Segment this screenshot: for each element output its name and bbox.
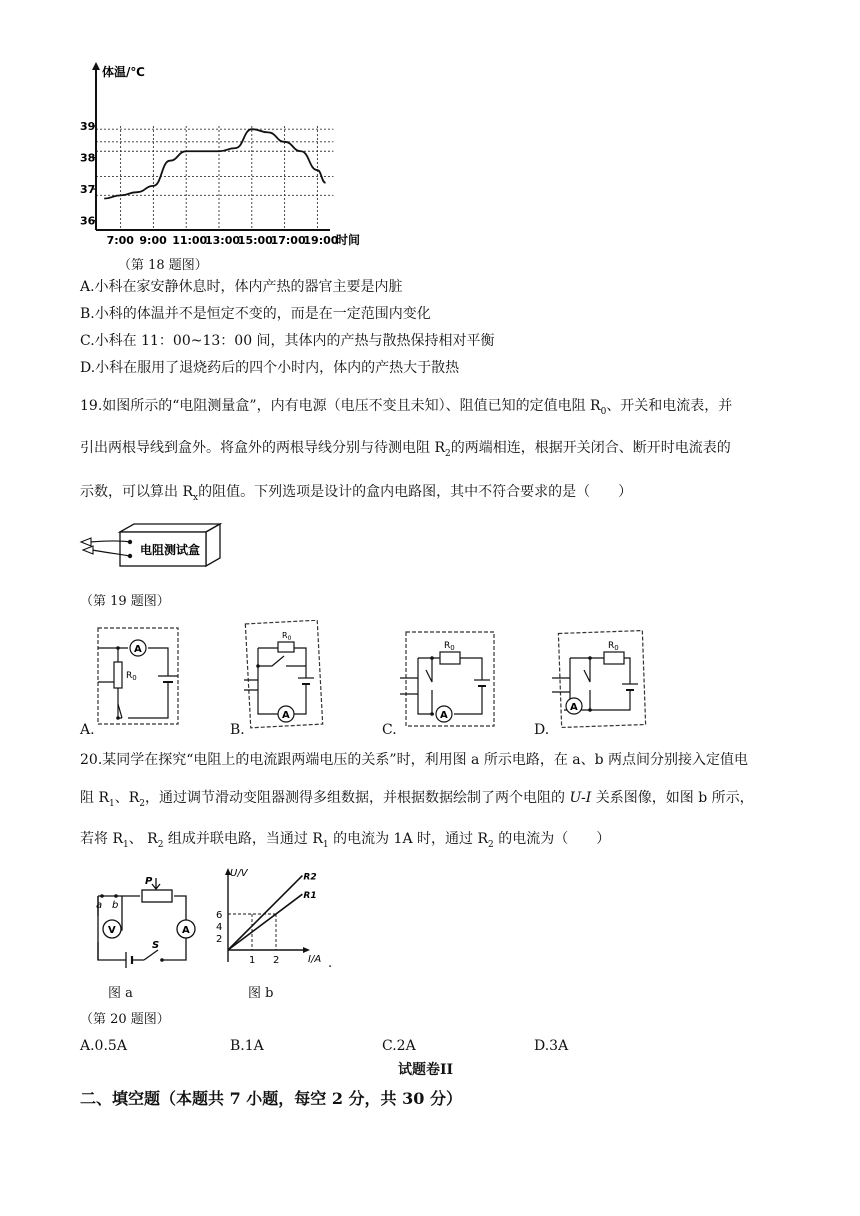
q20-figure-a	[82, 876, 206, 974]
q19-box-label: 电阻测试盒	[140, 543, 201, 557]
q18-x-tick: 13:00	[205, 234, 241, 247]
q19-circuit-c	[396, 628, 500, 732]
q20b-y-label: U/V	[230, 868, 248, 879]
q20-caption: （第 20 题图）	[80, 1012, 170, 1027]
q18-option-c: C.小科在 11：00~13：00 间，其体内的产热与散热保持相对平衡	[80, 333, 495, 349]
svg-text:S: S	[152, 940, 160, 951]
q18-y-tick: 37	[80, 183, 96, 197]
q18-x-label: 时间	[336, 233, 360, 247]
q20b-y-tick: 2	[216, 934, 223, 945]
q20b-y-tick: 4	[216, 922, 223, 933]
svg-text:a: a	[96, 900, 103, 911]
svg-text:V: V	[108, 925, 116, 936]
q18-ticks	[80, 120, 339, 247]
q20-line-3: 若将 $R_1$、 $R_2$ 组成并联电路，当通过 $R_1$ 的电流为 1A 时，通过 $R_2$ 的电流为（ ）	[80, 831, 611, 850]
svg-text:A: A	[182, 925, 190, 936]
q20-option-d: D.3A	[534, 1038, 569, 1054]
q19-circuit-d	[550, 628, 650, 732]
q18-option-d: D.小科在服用了退烧药后的四个小时内，体内的产热大于散热	[80, 360, 460, 376]
q18-x-tick: 7:00	[106, 234, 134, 247]
q19-circuit-b	[240, 620, 324, 730]
q18-x-tick: 9:00	[139, 234, 167, 247]
q20b-lines	[228, 873, 317, 950]
svg-text:R0: $R_0$	[608, 641, 619, 652]
q19-resistance-box	[78, 520, 228, 578]
svg-text:A: A	[282, 710, 290, 721]
q18-temperature-curve	[104, 129, 325, 198]
q19-line-3: 示数，可以算出 $R_x$的阻值。下列选项是设计的盒内电路图，其中不符合要求的是（ ）	[80, 484, 633, 503]
q19-option-b: B.	[230, 722, 245, 738]
q19-line-2: 引出两根导线到盒外。将盒外的两根导线分别与待测电阻 $R_2$的两端相连，根据开关闭合、断开时电流表的	[80, 440, 731, 459]
q19-caption: （第 19 题图）	[80, 594, 170, 609]
q18-x-tick: 17:00	[270, 234, 306, 247]
svg-text:A: A	[570, 702, 578, 713]
q18-y-tick: 36	[80, 214, 96, 228]
svg-text:A: A	[440, 710, 448, 721]
q20-line-2: 阻 $R_1$、$R_2$，通过调节滑动变阻器测得多组数据，并根据数据绘制了两个电阻的 U-I 关系图像，如图 b 所示，	[80, 790, 754, 809]
q20-option-b: B.1A	[230, 1038, 264, 1054]
q18-y-arrow	[92, 62, 100, 70]
svg-text:A: A	[134, 644, 142, 655]
section-title: 试题卷II	[398, 1062, 454, 1078]
q20-line-1: 20.某同学在探究“电阻上的电流跟两端电压的关系”时，利用图 a 所示电路，在 a、b 两点间分别接入定值电	[80, 752, 749, 768]
svg-text:R0: $R_0$	[444, 641, 455, 652]
q18-grid	[96, 126, 333, 230]
q20b-y-tick: 6	[216, 910, 223, 921]
q20b-x-tick: 1	[249, 955, 256, 966]
q18-y-tick: 39	[80, 120, 96, 134]
q20-option-a: A.0.5A	[80, 1038, 127, 1054]
q20-figure-a-caption: 图 a	[108, 986, 133, 1001]
q19-option-a: A.	[80, 722, 95, 738]
q18-caption: （第 18 题图）	[118, 258, 208, 273]
q20b-x-tick: 2	[273, 955, 280, 966]
svg-text:R0: $R_0$	[282, 631, 292, 642]
section-heading: 二、填空题（本题共 7 小题，每空 2 分，共 30 分）	[80, 1089, 462, 1108]
q20-figure-b	[208, 866, 333, 971]
q20b-line-r1	[228, 894, 302, 950]
q19-option-d: D.	[534, 722, 550, 738]
svg-text:b: b	[112, 900, 119, 911]
q18-temperature-chart	[80, 62, 360, 252]
q19-circuit-a	[88, 624, 188, 728]
svg-text:R0: $R_0$	[126, 671, 137, 682]
q18-y-label: 体温/℃	[102, 65, 145, 79]
q18-x-tick: 11:00	[172, 234, 208, 247]
q18-x-tick: 19:00	[303, 234, 339, 247]
q20b-line-r2	[228, 876, 302, 950]
q18-x-tick: 15:00	[237, 234, 273, 247]
q20-figure-b-caption: 图 b	[248, 986, 274, 1001]
q20-option-c: C.2A	[382, 1038, 416, 1054]
q20b-x-label: I/A	[308, 954, 322, 965]
q20b-series-label: R1	[303, 891, 317, 902]
q19-line-1: 19.如图所示的“电阻测量盒”，内有电源（电压不变且未知）、阻值已知的定值电阻 $R_0$、开关和电流表，并	[80, 398, 733, 417]
q18-option-b: B.小科的体温并不是恒定不变的，而是在一定范围内变化	[80, 306, 431, 322]
q18-option-a: A.小科在家安静休息时，体内产热的器官主要是内脏	[80, 279, 403, 295]
q20-dot: .	[328, 956, 333, 971]
q20-label-p: P	[145, 876, 153, 887]
q19-option-c: C.	[382, 722, 397, 738]
q20b-series-label: R2	[303, 872, 317, 883]
q18-y-tick: 38	[80, 151, 96, 165]
